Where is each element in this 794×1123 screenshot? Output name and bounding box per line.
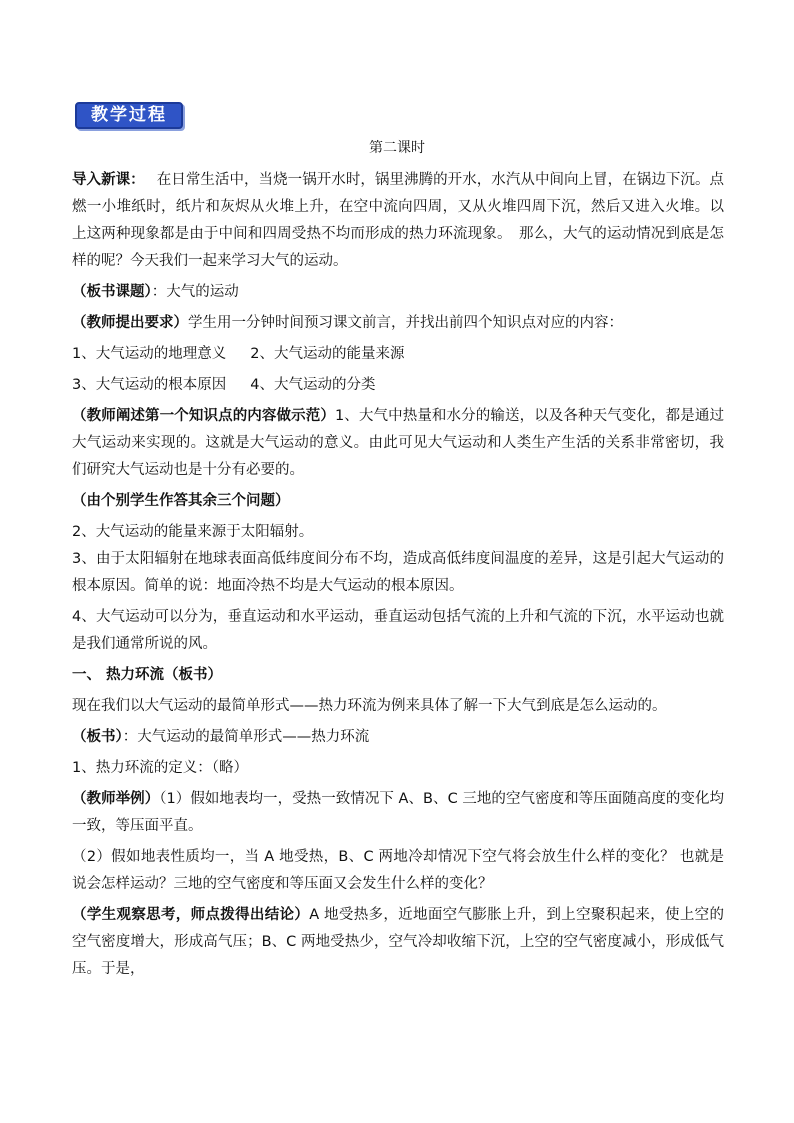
intro-label: 导入新课： bbox=[72, 172, 145, 188]
students-answer-label: （由个别学生作答其余三个问题） bbox=[72, 493, 290, 509]
teacher-request-text: 学生用一分钟时间预习课文前言，并找出前四个知识点对应的内容： bbox=[188, 315, 623, 331]
document-body bbox=[72, 167, 724, 987]
answer-3: 3、由于太阳辐射在地球表面高低纬度间分布不均，造成高低纬度间温度的差异，这是引起大气运动的根本原因。简单的说：地面冷热不均是大气运动的根本原因。 bbox=[72, 551, 724, 594]
demo-text: 1、大气中热量和水分的输送，以及各种天气变化，都是通过大气运动来实现的。这就是大气运动的意义。由此可见大气运动和人类生产生活的关系非常密切，我们研究大气运动也是十分有必要的。 bbox=[72, 408, 724, 478]
points-row-1 bbox=[72, 341, 724, 368]
section-badge: 教学过程 bbox=[75, 102, 183, 129]
example-paragraph-2: （2）假如地表性质均一，当 A 地受热，B、C 两地冷却情况下空气将会放生什么样的变化？ 也就是说会怎样运动？三地的空气密度和等压面又会发生什么样的变化？ bbox=[72, 849, 724, 892]
board-2-line bbox=[72, 724, 724, 751]
observe-label: （学生观察思考，师点拨得出结论） bbox=[72, 907, 310, 923]
board-2-text: ：大气运动的最简单形式——热力环流 bbox=[122, 729, 370, 745]
board-topic-text: ：大气的运动 bbox=[151, 284, 239, 300]
intro-text: 在日常生活中，当烧一锅开水时，锅里沸腾的开水，水汽从中间向上冒，在锅边下沉。点燃一小堆纸时，纸片和灰烬从火堆上升，在空中流向四周，又从火堆四周下沉，然后又进入火堆。以上这两种现象都是由于中间和四周受热不均而形成的热力环流现象。 那么，大气的运动情况到底是怎样的呢？今天我们一起来学习大气的运动。 bbox=[72, 172, 724, 269]
demo-paragraph bbox=[72, 403, 724, 484]
observe-text: A 地受热多，近地面空气膨胀上升，到上空聚积起来，使上空的空气密度增大，形成高气压；B、C 两地受热少，空气冷却收缩下沉，上空的空气密度减小，形成低气压。于是， bbox=[72, 907, 725, 977]
example-text-1: （1）假如地表均一，受热一致情况下 A、B、C 三地的空气密度和等压面随高度的变化均一致，等压面平直。 bbox=[72, 791, 725, 834]
board-topic-line bbox=[72, 279, 724, 306]
teacher-request-label: （教师提出要求） bbox=[72, 315, 188, 331]
point-4: 4、大气运动的分类 bbox=[250, 377, 376, 393]
section-1-heading bbox=[72, 662, 724, 689]
example-label: （教师举例） bbox=[72, 791, 160, 807]
lesson-subtitle: 第二课时 bbox=[369, 140, 425, 156]
observe-paragraph bbox=[72, 902, 724, 983]
intro-paragraph bbox=[72, 167, 724, 275]
answer-2: 2、大气运动的能量来源于太阳辐射。 bbox=[72, 524, 314, 540]
demo-label: （教师阐述第一个知识点的内容做示范） bbox=[72, 408, 335, 424]
board-2-label: （板书） bbox=[72, 729, 123, 745]
example-paragraph-1 bbox=[72, 786, 724, 840]
point-2: 2、大气运动的能量来源 bbox=[250, 346, 405, 362]
point-1: 1、大气运动的地理意义 bbox=[72, 346, 227, 362]
board-topic-label: （板书课题） bbox=[72, 284, 152, 300]
point-3: 3、大气运动的根本原因 bbox=[72, 377, 227, 393]
section-1-intro: 现在我们以大气运动的最简单形式——热力环流为例来具体了解一下大气到底是怎么运动的。 bbox=[72, 698, 667, 714]
teacher-request-line bbox=[72, 310, 724, 337]
students-answer-line bbox=[72, 488, 724, 515]
definition-line: 1、热力环流的定义：（略） bbox=[72, 760, 248, 776]
answer-4: 4、大气运动可以分为，垂直运动和水平运动，垂直运动包括气流的上升和气流的下沉，水平运动也就是我们通常所说的风。 bbox=[72, 609, 724, 652]
section-1-heading-text: 一、 热力环流（板书） bbox=[72, 667, 223, 683]
points-row-2 bbox=[72, 372, 724, 399]
